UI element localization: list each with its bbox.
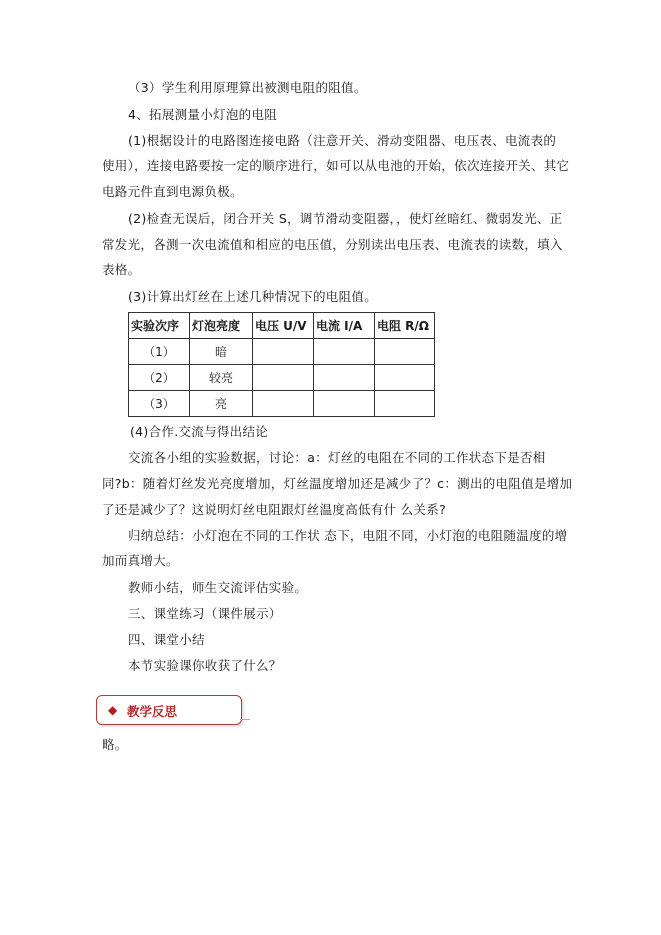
- cell-order: （1）: [129, 339, 190, 365]
- discussion-line-2: 同?b：随着灯丝发光亮度增加，灯丝温度增加还是减少了？c：测出的电阻值是增加: [102, 476, 573, 491]
- section-summary: 四、课堂小结: [128, 632, 205, 647]
- cell-resistance: [375, 339, 435, 365]
- para-3-line-1: (3)计算出灯丝在上述几种情况下的电阻值。: [128, 289, 378, 304]
- heading-extend: 4、拓展测量小灯泡的电阻: [128, 107, 278, 122]
- para-1-line-2: 使用），连接电路要按一定的顺序进行，如可以从电池的开始，依次连接开关、其它: [102, 158, 570, 173]
- cell-current: [314, 365, 375, 391]
- summary-line-1: 归纳总结：小灯泡在不同的工作状 态下，电阻不同，小灯泡的电阻随温度的增: [128, 528, 568, 543]
- para-1-line-3: 电路元件直到电源负极。: [102, 184, 243, 199]
- section-badge-reflection: [96, 695, 242, 725]
- section-practice: 三、课堂练习（课件展示）: [128, 606, 282, 621]
- question-gain: 本节实验课你收获了什么？: [128, 658, 282, 673]
- step-4-heading: (4)合作.交流与得出结论: [130, 424, 269, 439]
- cell-voltage: [253, 365, 314, 391]
- header-brightness: 灯泡亮度: [190, 313, 253, 339]
- step-3-text: （3）学生利用原理算出被测电阻的阻值。: [128, 80, 367, 95]
- table-row: [129, 365, 435, 391]
- header-resistance: 电阻 R/Ω: [375, 313, 435, 339]
- badge-underline: [240, 719, 250, 720]
- para-2-line-3: 表格。: [102, 262, 141, 277]
- cell-order: （3）: [129, 391, 190, 417]
- para-1-line-1: (1)根据设计的电路图连接电路（注意开关、滑动变阻器、电压表、电流表的: [128, 133, 557, 148]
- experiment-table: [128, 312, 435, 417]
- cell-resistance: [375, 365, 435, 391]
- discussion-line-1: 交流各小组的实验数据，讨论：a：灯丝的电阻在不同的工作状态下是否相: [128, 450, 546, 465]
- cell-voltage: [253, 339, 314, 365]
- cell-brightness: 较亮: [190, 365, 253, 391]
- table-header-row: [129, 313, 435, 339]
- discussion-line-3: 了还是减少了？这说明灯丝电阻跟灯丝温度高低有什 么关系?: [102, 502, 447, 517]
- section-title: 教学反思: [127, 704, 178, 719]
- cell-current: [314, 339, 375, 365]
- cell-order: （2）: [129, 365, 190, 391]
- cell-brightness: 暗: [190, 339, 253, 365]
- table-row: [129, 339, 435, 365]
- table-row: [129, 391, 435, 417]
- header-order: 实验次序: [129, 313, 190, 339]
- reflection-text: 略。: [102, 737, 128, 752]
- header-voltage: 电压 U/V: [253, 313, 314, 339]
- para-2-line-1: (2)检查无误后，闭合开关 S，调节滑动变阻器，，使灯丝暗红、微弱发光、正: [128, 211, 563, 226]
- cell-current: [314, 391, 375, 417]
- summary-line-2: 加而真增大。: [102, 553, 179, 568]
- cell-brightness: 亮: [190, 391, 253, 417]
- cell-resistance: [375, 391, 435, 417]
- diamond-icon: ◆: [108, 703, 118, 717]
- cell-voltage: [253, 391, 314, 417]
- para-2-line-2: 常发光，各测一次电流值和相应的电压值，分别读出电压表、电流表的读数，填入: [102, 237, 563, 252]
- header-current: 电流 I/A: [314, 313, 375, 339]
- teacher-summary: 教师小结，师生交流评估实验。: [128, 580, 308, 595]
